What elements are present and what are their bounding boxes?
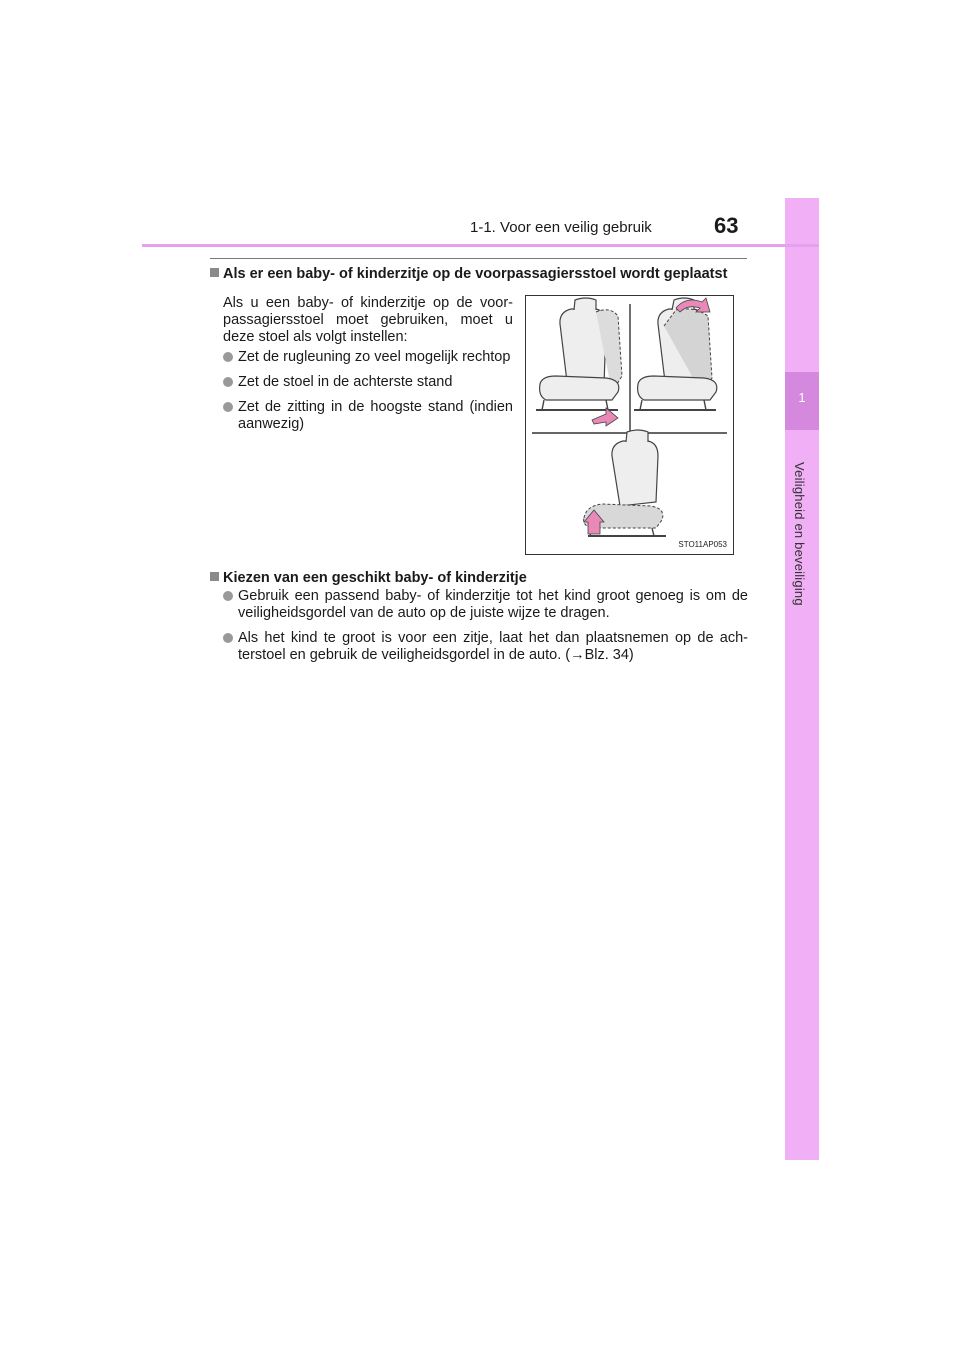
intro-text: Als u een baby- of kinderzitje op de voor-passagiersstoel moet gebruiken, moet u deze stoel als volgt instellen: bbox=[223, 295, 513, 345]
seat-back-icon bbox=[634, 298, 717, 410]
section-heading-choosing-seat bbox=[210, 570, 527, 586]
seat-illustration-svg bbox=[526, 296, 733, 554]
square-bullet-icon bbox=[210, 572, 219, 581]
bullet-icon bbox=[223, 591, 233, 601]
list-item: Zet de stoel in de achterste stand bbox=[223, 374, 513, 391]
page-number: 63 bbox=[714, 213, 739, 238]
section-title: 1-1. Voor een veilig gebruik bbox=[470, 219, 652, 236]
list-item: Zet de rugleuning zo veel mogelijk rechtop bbox=[223, 349, 513, 366]
list-item: Gebruik een passend baby- of kinderzitje tot het kind groot genoeg is om de veiligheidsgordel van de auto op de juiste wijze te dragen. bbox=[223, 588, 748, 622]
bullet-icon bbox=[223, 402, 233, 412]
heading-text: Kiezen van een geschikt baby- of kinderzitje bbox=[223, 570, 527, 586]
seat-adjust-list bbox=[223, 349, 513, 441]
seat-illustration bbox=[525, 295, 734, 555]
section-rule bbox=[210, 258, 747, 259]
section-heading-front-seat bbox=[210, 266, 727, 282]
bullet-icon bbox=[223, 377, 233, 387]
square-bullet-icon bbox=[210, 268, 219, 277]
bullet-icon bbox=[223, 633, 233, 643]
bullet-icon bbox=[223, 352, 233, 362]
list-item: Zet de zitting in de hoogste stand (indien aanwezig) bbox=[223, 399, 513, 433]
chapter-side-band bbox=[785, 198, 819, 1160]
header-rule bbox=[142, 244, 819, 247]
heading-text: Als er een baby- of kinderzitje op de voorpassagiersstoel wordt geplaatst bbox=[223, 266, 728, 282]
chapter-number: 1 bbox=[798, 390, 806, 405]
chapter-title: Veiligheid en beveiliging bbox=[792, 462, 807, 606]
list-item: Als het kind te groot is voor een zitje, laat het dan plaatsnemen op de ach-terstoel en gebruik de veiligheidsgordel in de auto. (→Blz. 34) bbox=[223, 630, 748, 664]
figure-code: STO11AP053 bbox=[678, 540, 727, 549]
seat-height-icon bbox=[584, 430, 666, 536]
seat-recline-icon bbox=[536, 298, 622, 426]
choosing-seat-list bbox=[223, 588, 748, 672]
